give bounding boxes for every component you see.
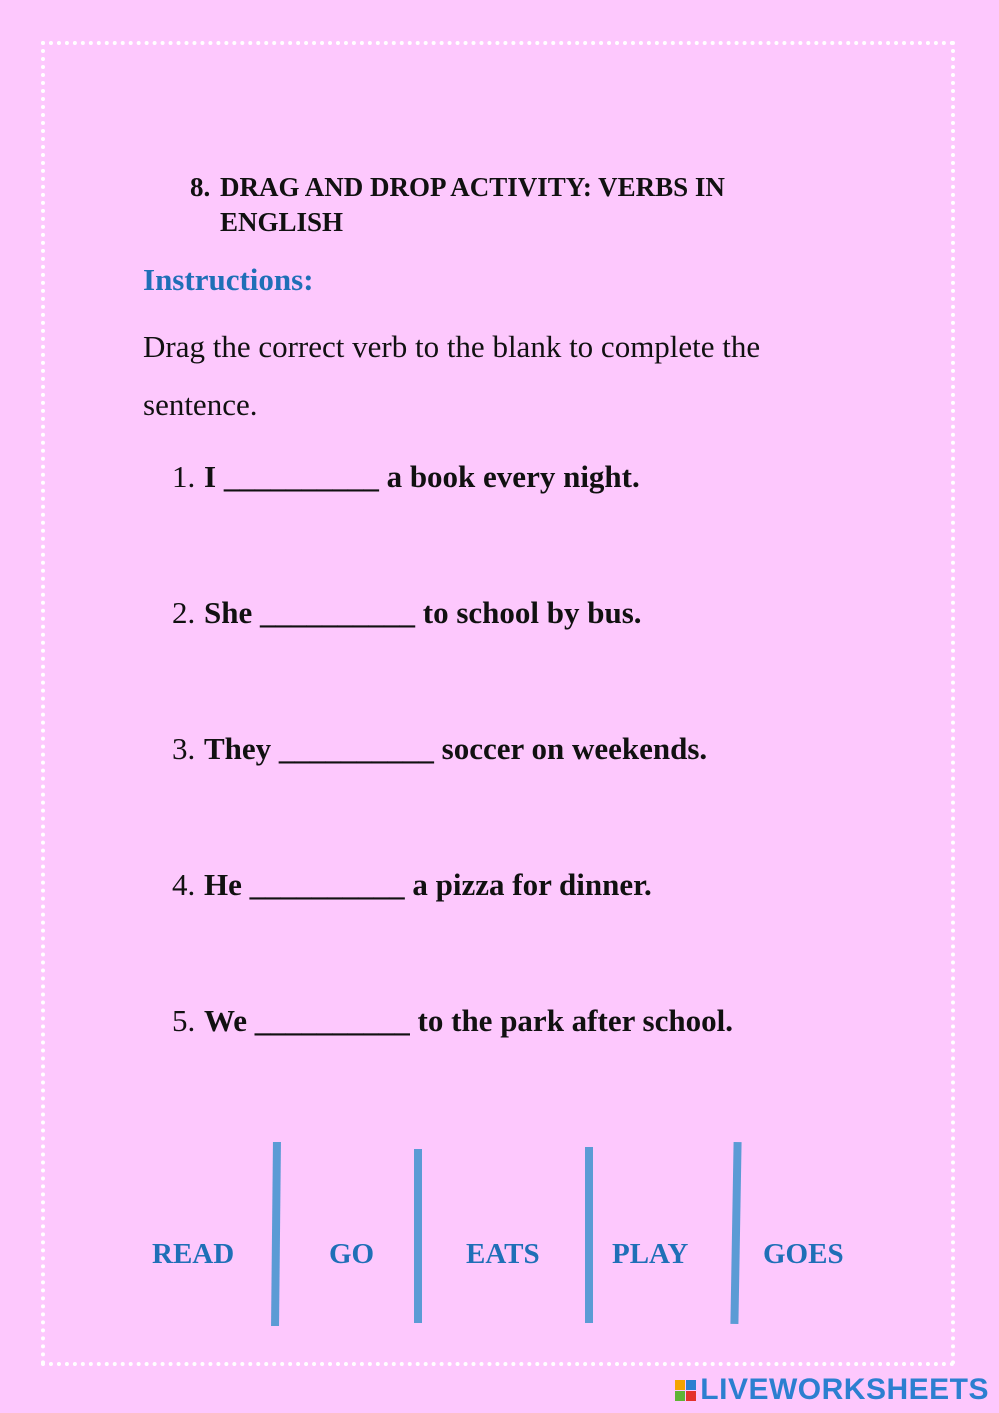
question-text[interactable]: We __________ to the park after school. [204,1003,733,1038]
word-read[interactable]: READ [152,1238,235,1270]
question-4 [172,865,652,905]
liveworksheets-logo [675,1372,989,1408]
title-number: 8. [190,172,211,202]
word-eats[interactable]: EATS [466,1238,540,1270]
question-2 [172,593,642,633]
question-text[interactable]: I __________ a book every night. [204,459,640,494]
title-line-1: DRAG AND DROP ACTIVITY: VERBS IN [220,172,725,202]
question-text[interactable]: She __________ to school by bus. [204,595,642,630]
instructions-heading: Instructions: [143,262,314,297]
word-play[interactable]: PLAY [612,1238,689,1270]
question-3 [172,729,707,769]
question-number: 5. [172,1003,196,1038]
question-text[interactable]: They __________ soccer on weekends. [204,731,708,766]
question-1 [172,457,640,497]
question-number: 3. [172,731,196,766]
instructions-text: Drag the correct verb to the blank to complete the sentence. [143,329,761,422]
liveworksheets-logo-icon [675,1380,696,1401]
worksheet-title [190,170,830,240]
word-go[interactable]: GO [329,1238,375,1270]
word-divider [585,1147,593,1323]
question-text[interactable]: He __________ a pizza for dinner. [204,867,652,902]
question-number: 2. [172,595,196,630]
title-line-2: ENGLISH [220,207,344,237]
question-number: 1. [172,459,196,494]
word-divider [414,1149,422,1323]
word-goes[interactable]: GOES [763,1238,844,1270]
question-number: 4. [172,867,196,902]
question-5 [172,1001,733,1041]
logo-text: LIVEWORKSHEETS [700,1373,989,1406]
